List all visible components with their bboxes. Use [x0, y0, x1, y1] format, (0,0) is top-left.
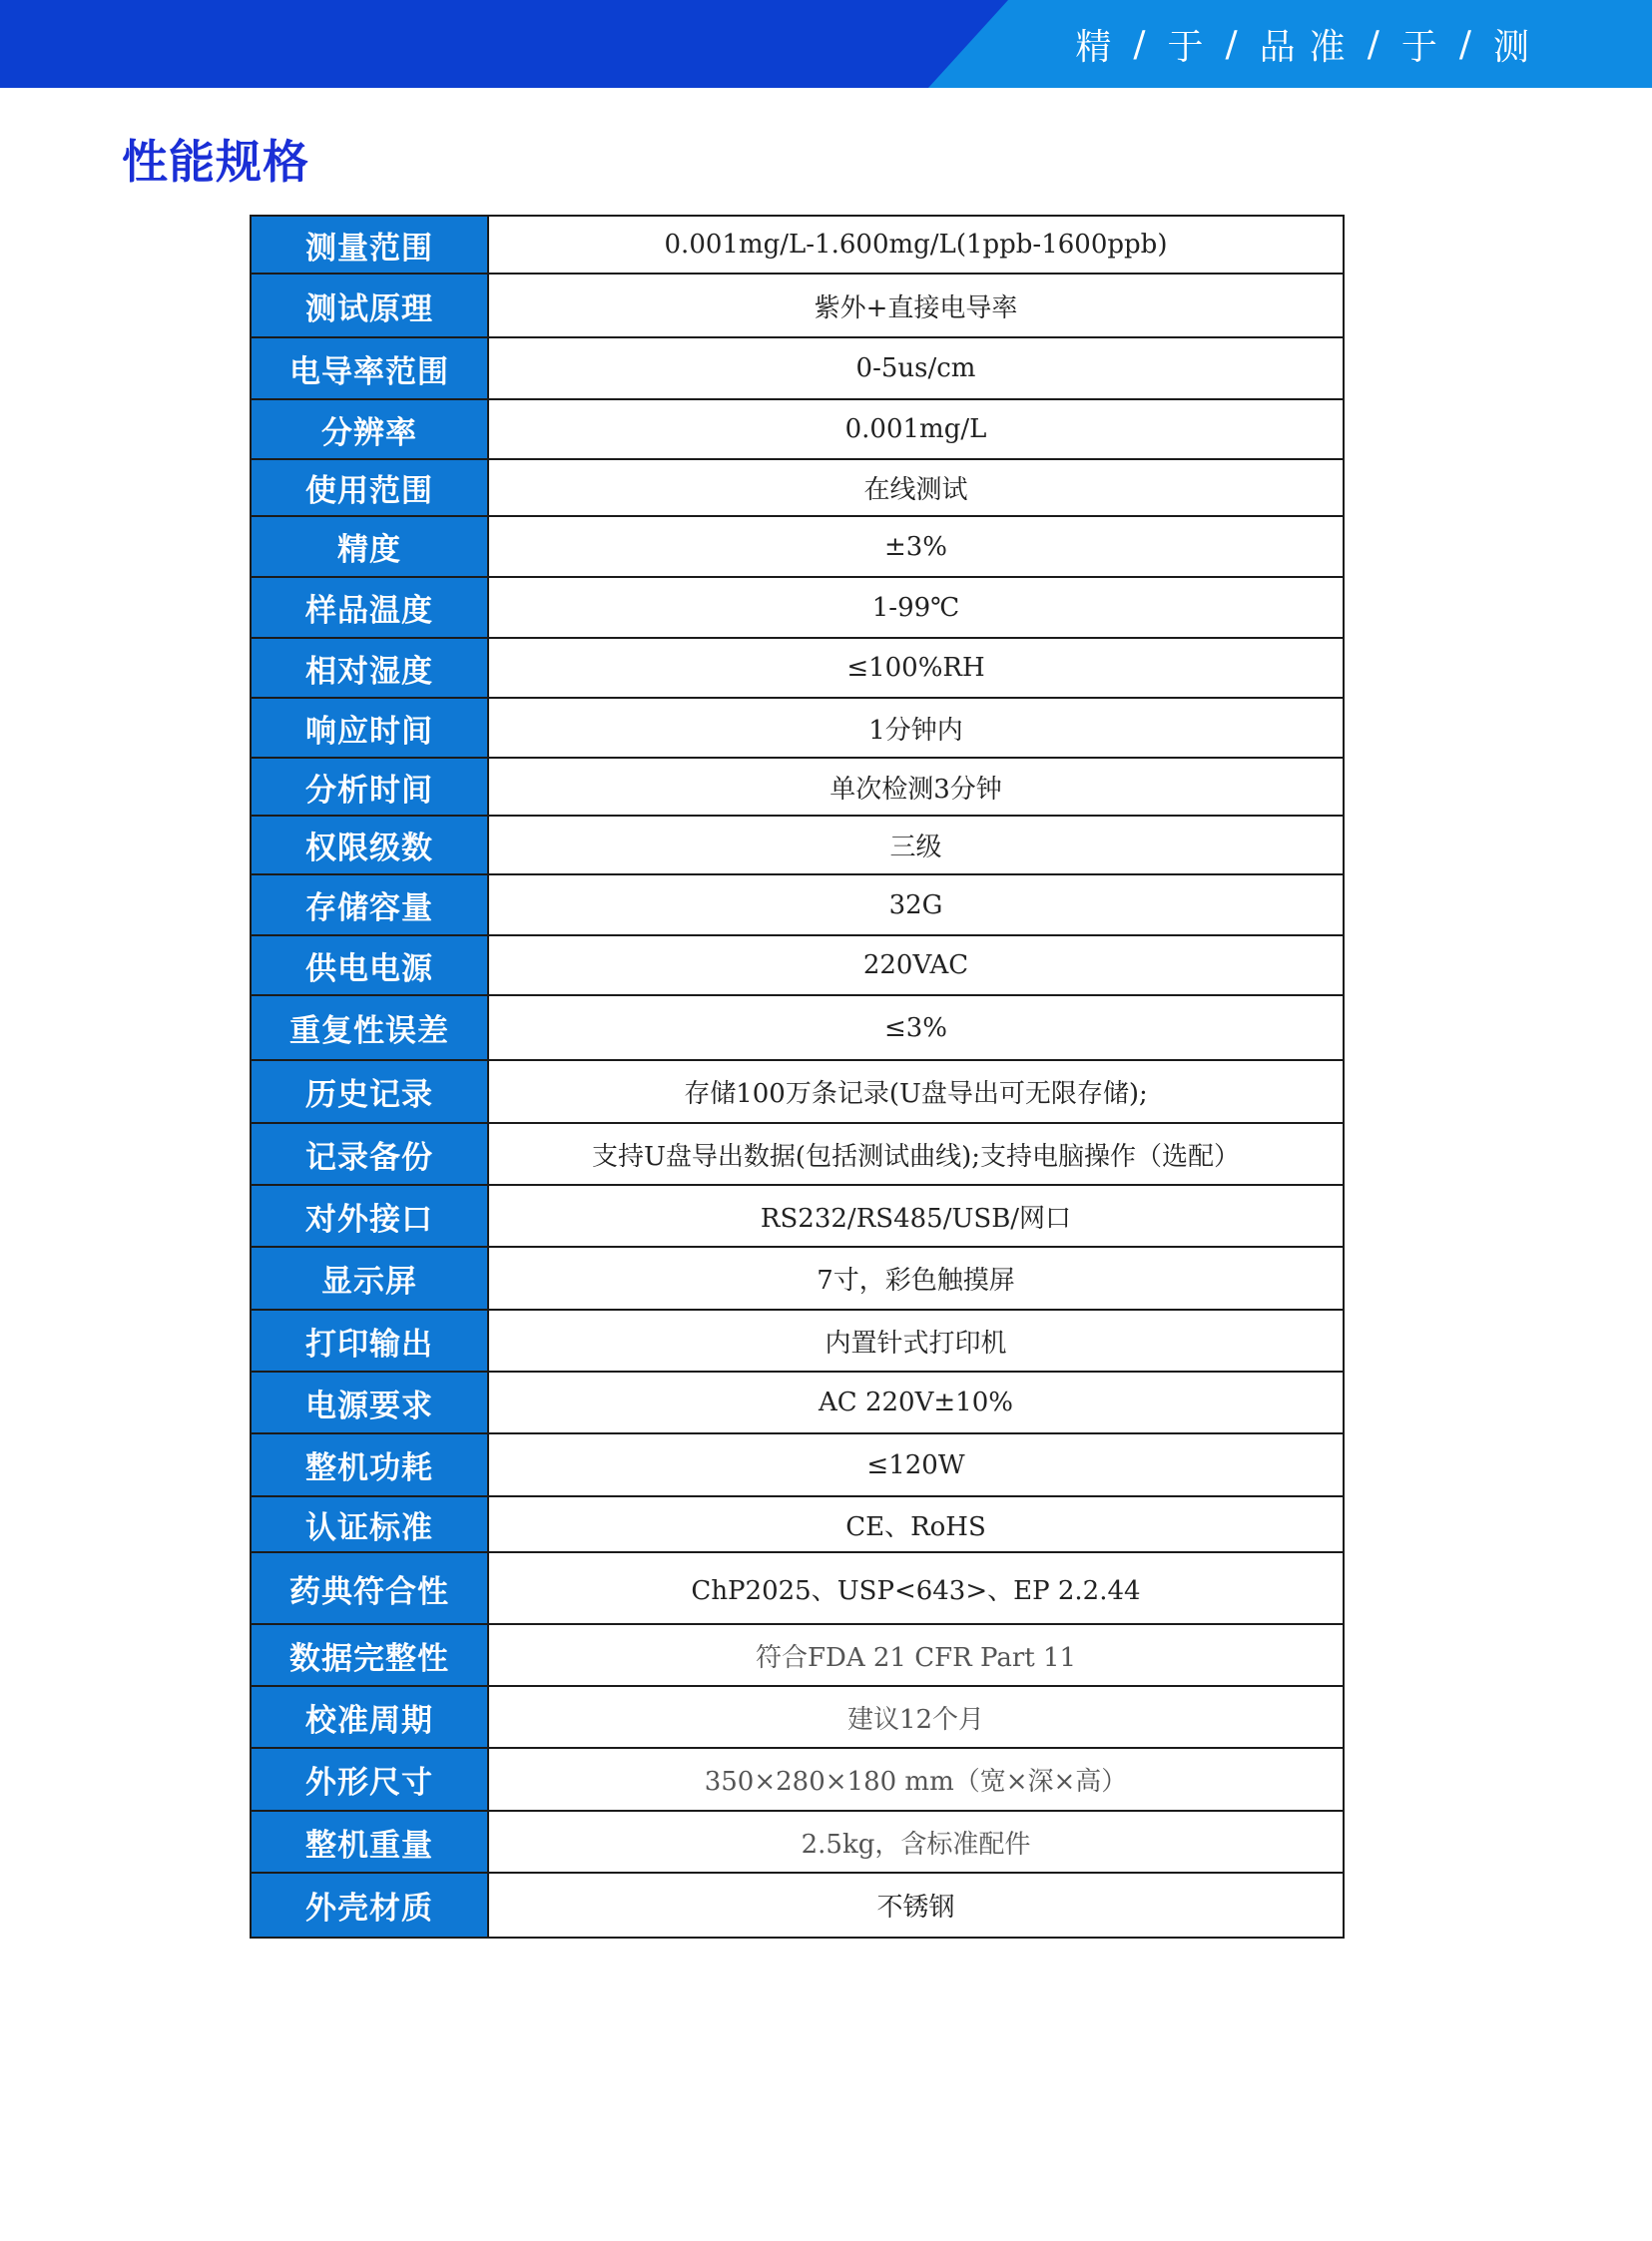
slogan-char: 于 — [1167, 26, 1206, 68]
spec-value: RS232/RS485/USB/网口 — [488, 1185, 1344, 1247]
spec-label: 电源要求 — [251, 1372, 488, 1433]
spec-row — [251, 1123, 1344, 1185]
slogan-char: 精 — [1075, 26, 1114, 68]
spec-label: 存储容量 — [251, 874, 488, 935]
section-title: 性能规格 — [122, 135, 309, 189]
spec-row — [251, 1433, 1344, 1496]
spec-value: 350×280×180 mm（宽×深×高） — [488, 1748, 1344, 1811]
spec-label: 整机重量 — [251, 1811, 488, 1873]
spec-row — [251, 1060, 1344, 1123]
spec-value: 三级 — [488, 816, 1344, 874]
spec-row — [251, 638, 1344, 698]
spec-value: 在线测试 — [488, 459, 1344, 516]
spec-label: 相对湿度 — [251, 638, 488, 698]
spec-row — [251, 274, 1344, 337]
spec-value: 7寸，彩色触摸屏 — [488, 1247, 1344, 1310]
slogan-char: 于 — [1400, 26, 1439, 68]
spec-label: 打印输出 — [251, 1310, 488, 1372]
spec-label: 显示屏 — [251, 1247, 488, 1310]
spec-label: 电导率范围 — [251, 337, 488, 399]
spec-row — [251, 698, 1344, 758]
spec-row — [251, 1552, 1344, 1624]
spec-label: 权限级数 — [251, 816, 488, 874]
spec-value: 0.001mg/L — [488, 399, 1344, 459]
spec-row — [251, 1811, 1344, 1873]
slogan-char: 品 — [1259, 26, 1298, 68]
slogan-separator: / — [1133, 23, 1148, 65]
spec-row — [251, 874, 1344, 935]
spec-row — [251, 935, 1344, 995]
spec-row — [251, 1247, 1344, 1310]
spec-label: 响应时间 — [251, 698, 488, 758]
spec-row — [251, 1372, 1344, 1433]
spec-label: 药典符合性 — [251, 1552, 488, 1624]
spec-label: 使用范围 — [251, 459, 488, 516]
header-slogan — [1069, 18, 1537, 70]
spec-table — [250, 215, 1345, 1939]
spec-value: CE、RoHS — [488, 1496, 1344, 1552]
spec-value: 内置针式打印机 — [488, 1310, 1344, 1372]
spec-value: 1-99℃ — [488, 577, 1344, 638]
slogan-separator: / — [1225, 23, 1240, 65]
spec-table-body — [251, 216, 1344, 1938]
spec-label: 校准周期 — [251, 1686, 488, 1748]
slogan-char: 准 — [1309, 26, 1348, 68]
spec-value: 支持U盘导出数据(包括测试曲线);支持电脑操作（选配） — [488, 1123, 1344, 1185]
spec-label: 数据完整性 — [251, 1624, 488, 1686]
spec-value: AC 220V±10% — [488, 1372, 1344, 1433]
slogan-char: 测 — [1492, 26, 1531, 68]
spec-label: 供电电源 — [251, 935, 488, 995]
spec-label: 分析时间 — [251, 758, 488, 816]
spec-value: ±3% — [488, 516, 1344, 577]
spec-row — [251, 1185, 1344, 1247]
spec-value: 32G — [488, 874, 1344, 935]
spec-row — [251, 1686, 1344, 1748]
spec-label: 外壳材质 — [251, 1873, 488, 1938]
spec-value: ≤100%RH — [488, 638, 1344, 698]
spec-label: 外形尺寸 — [251, 1748, 488, 1811]
spec-value: 建议12个月 — [488, 1686, 1344, 1748]
spec-value: 符合FDA 21 CFR Part 11 — [488, 1624, 1344, 1686]
spec-label: 重复性误差 — [251, 995, 488, 1060]
spec-row — [251, 459, 1344, 516]
spec-row — [251, 337, 1344, 399]
spec-value: ≤3% — [488, 995, 1344, 1060]
spec-value: 1分钟内 — [488, 698, 1344, 758]
spec-value: ChP2025、USP<643>、EP 2.2.44 — [488, 1552, 1344, 1624]
spec-label: 分辨率 — [251, 399, 488, 459]
spec-value: 220VAC — [488, 935, 1344, 995]
slogan-separator: / — [1458, 23, 1473, 65]
spec-row — [251, 577, 1344, 638]
spec-row — [251, 1624, 1344, 1686]
spec-value: 0-5us/cm — [488, 337, 1344, 399]
spec-label: 样品温度 — [251, 577, 488, 638]
spec-label: 整机功耗 — [251, 1433, 488, 1496]
spec-row — [251, 216, 1344, 274]
spec-label: 对外接口 — [251, 1185, 488, 1247]
slogan-separator: / — [1367, 23, 1381, 65]
spec-label: 记录备份 — [251, 1123, 488, 1185]
spec-value: 2.5kg，含标准配件 — [488, 1811, 1344, 1873]
spec-value: 紫外+直接电导率 — [488, 274, 1344, 337]
spec-value: 存储100万条记录(U盘导出可无限存储); — [488, 1060, 1344, 1123]
spec-value: ≤120W — [488, 1433, 1344, 1496]
spec-label: 测量范围 — [251, 216, 488, 274]
spec-value: 0.001mg/L-1.600mg/L(1ppb-1600ppb) — [488, 216, 1344, 274]
header-bar — [0, 0, 1652, 88]
spec-label: 测试原理 — [251, 274, 488, 337]
spec-row — [251, 1496, 1344, 1552]
spec-row — [251, 1873, 1344, 1938]
spec-row — [251, 758, 1344, 816]
spec-row — [251, 1310, 1344, 1372]
spec-label: 精度 — [251, 516, 488, 577]
spec-label: 历史记录 — [251, 1060, 488, 1123]
spec-row — [251, 1748, 1344, 1811]
spec-row — [251, 399, 1344, 459]
spec-row — [251, 816, 1344, 874]
spec-label: 认证标准 — [251, 1496, 488, 1552]
spec-value: 不锈钢 — [488, 1873, 1344, 1938]
spec-value: 单次检测3分钟 — [488, 758, 1344, 816]
spec-row — [251, 995, 1344, 1060]
spec-row — [251, 516, 1344, 577]
